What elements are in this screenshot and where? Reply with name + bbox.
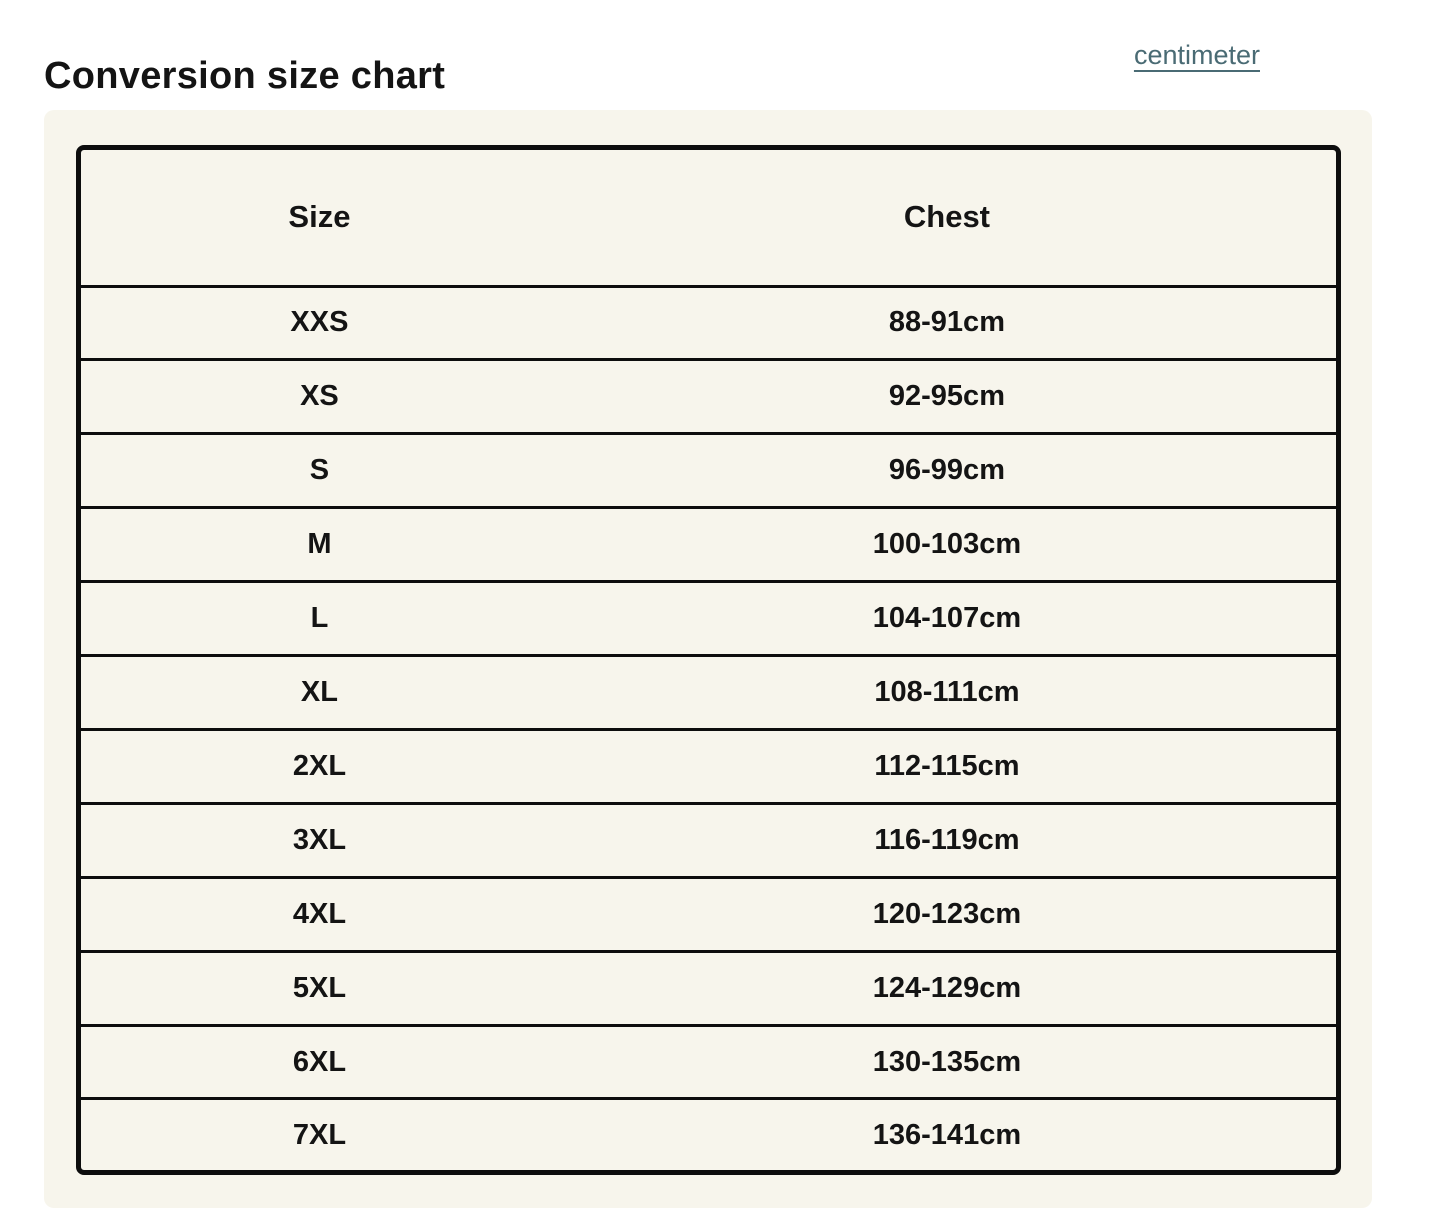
size-cell: XS: [81, 360, 558, 434]
column-header-chest: Chest: [558, 150, 1336, 286]
chest-cell: 96-99cm: [558, 434, 1336, 508]
chest-cell: 124-129cm: [558, 951, 1336, 1025]
column-header-size: Size: [81, 150, 558, 286]
size-cell: 4XL: [81, 877, 558, 951]
table-row: [81, 729, 1336, 803]
size-cell: 6XL: [81, 1025, 558, 1099]
page-header: [0, 0, 1430, 110]
size-cell: L: [81, 582, 558, 656]
chest-cell: 92-95cm: [558, 360, 1336, 434]
table-row: [81, 434, 1336, 508]
chest-cell: 100-103cm: [558, 508, 1336, 582]
size-chart-card: [44, 110, 1372, 1208]
size-cell: XXS: [81, 286, 558, 360]
size-cell: 2XL: [81, 729, 558, 803]
chest-cell: 136-141cm: [872, 1118, 1022, 1151]
size-cell: 7XL: [292, 1118, 347, 1151]
table-row: [81, 508, 1336, 582]
size-table: [81, 150, 1336, 1170]
table-row: [81, 286, 1336, 360]
table-row: [81, 1099, 1336, 1170]
size-table-header: [81, 150, 1336, 286]
unit-toggle-link[interactable]: centimeter: [1133, 40, 1260, 70]
chest-cell: 88-91cm: [558, 286, 1336, 360]
size-cell: XL: [81, 656, 558, 730]
table-row: [81, 803, 1336, 877]
chest-cell: 108-111cm: [558, 656, 1336, 730]
size-cell: 5XL: [81, 951, 558, 1025]
table-row: [81, 582, 1336, 656]
size-table-frame: [76, 145, 1341, 1175]
table-row: [81, 877, 1336, 951]
table-row: [81, 656, 1336, 730]
table-row: [81, 951, 1336, 1025]
size-table-body: [81, 286, 1336, 1170]
table-row: [81, 360, 1336, 434]
chest-cell: 112-115cm: [558, 729, 1336, 803]
size-cell: M: [81, 508, 558, 582]
header-row: [81, 150, 1336, 286]
table-row: [81, 1025, 1336, 1099]
chest-cell: 120-123cm: [558, 877, 1336, 951]
chest-cell: 116-119cm: [558, 803, 1336, 877]
size-cell: 3XL: [81, 803, 558, 877]
chest-cell: 130-135cm: [558, 1025, 1336, 1099]
size-cell: S: [81, 434, 558, 508]
page-title: Conversion size chart: [44, 55, 446, 98]
chest-cell: 104-107cm: [558, 582, 1336, 656]
